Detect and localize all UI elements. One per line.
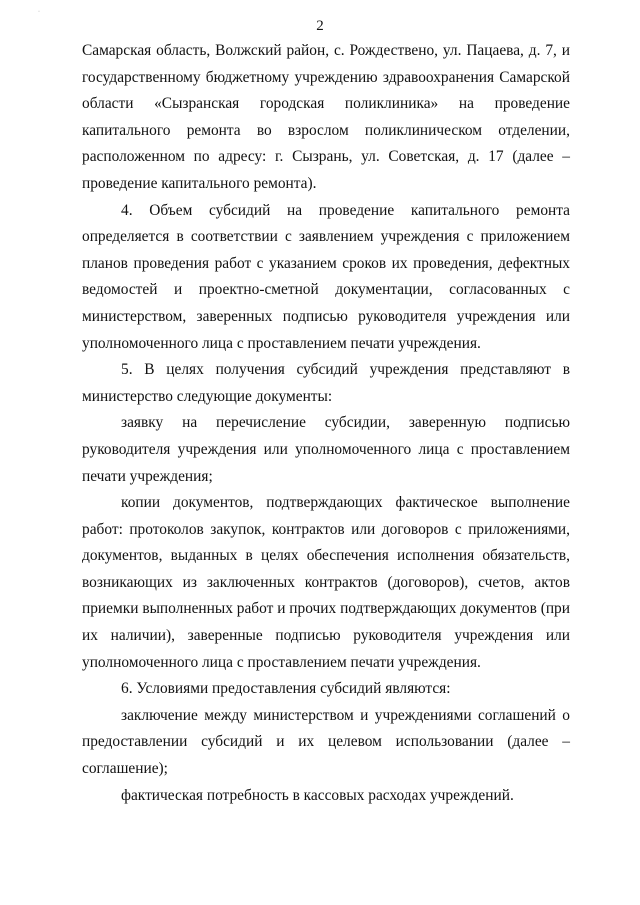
paragraph-clause-6-item-1: заключение между министерством и учреждениями соглашений о предоставлении субсидий и их целевом использовании (далее – соглашение); bbox=[82, 706, 570, 778]
scan-speck-mark: · bbox=[38, 9, 40, 15]
document-body bbox=[82, 38, 570, 809]
paragraph-clause-5-item-1: заявку на перечисление субсидии, заверенную подписью руководителя учреждения или уполномоченного лица с проставлением печати учреждения; bbox=[82, 414, 570, 485]
paragraph-clause-5: 5. В целях получения субсидий учреждения представляют в министерство следующие документы: bbox=[82, 361, 570, 405]
paragraph-clause-6: 6. Условиями предоставления субсидий являются: bbox=[121, 680, 451, 698]
paragraph-clause-4: 4. Объем субсидий на проведение капитального ремонта определяется в соответствии с заявлением учреждения с приложением планов проведения работ с указанием сроков их проведения, дефектных ведомостей и проектно-сметной документации, согласованных с министерством, заверенных подписью руководителя учреждения или уполномоченного лица с проставлением печати учреждения. bbox=[82, 201, 570, 352]
paragraph-clause-6-item-2: фактическая потребность в кассовых расходах учреждений. bbox=[121, 786, 514, 804]
page-number: 2 bbox=[316, 18, 324, 34]
paragraph-continuation: Самарская область, Волжский район, с. Рождествено, ул. Пацаева, д. 7, и государственному бюджетному учреждению здравоохранения Самарской области «Сызранская городская поликлиника» на проведение капитального ремонта во взрослом поликлиническом отделении, расположенном по адресу: г. Сызрань, ул. Советская, д. 17 (далее – проведение капитального ремонта). bbox=[82, 42, 570, 192]
paragraph-clause-5-item-2: копии документов, подтверждающих фактическое выполнение работ: протоколов закупок, контрактов или договоров с приложениями, документов, выданных в целях обеспечения исполнения обязательств, возникающих из заключенных контрактов (договоров), счетов, актов приемки выполненных работ и прочих подтверждающих документов (при их наличии), заверенные подписью руководителя учреждения или уполномоченного лица с проставлением печати учреждения. bbox=[82, 494, 570, 671]
